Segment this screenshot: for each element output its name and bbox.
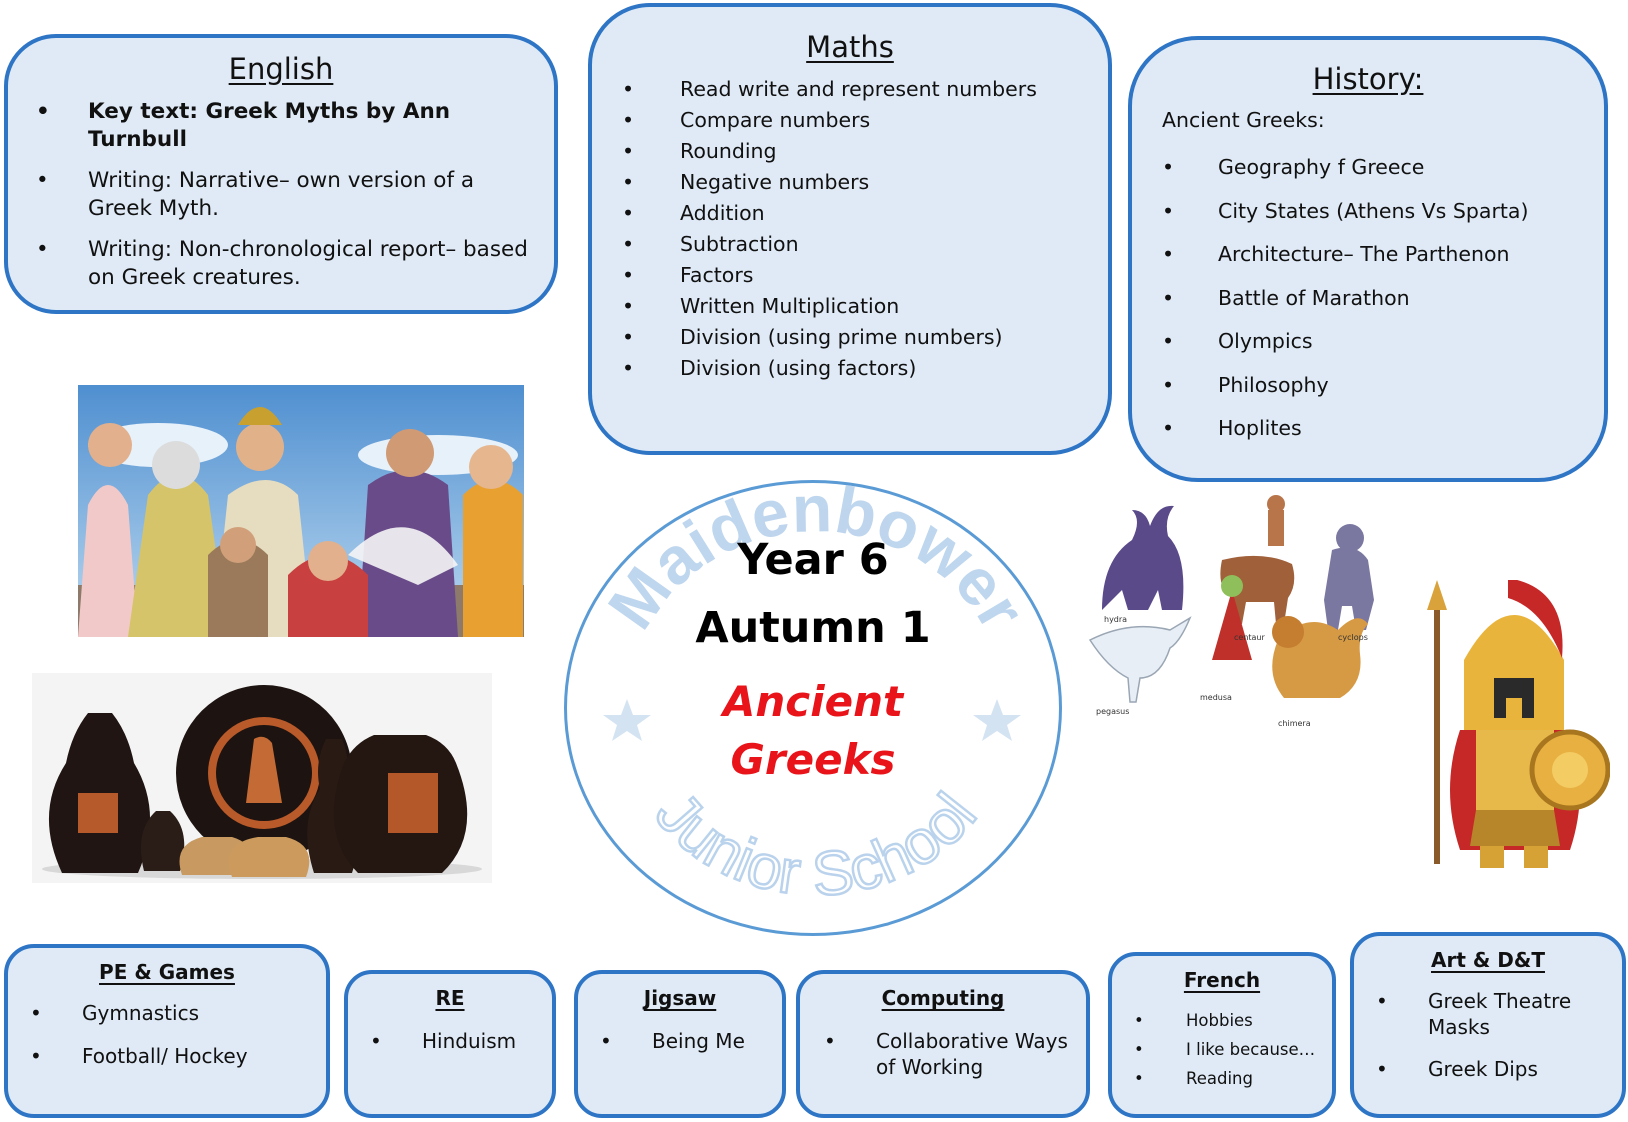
watermark-top-text: Maidenbower xyxy=(593,483,1040,642)
term-title: Autumn 1 xyxy=(695,603,931,653)
topic-title-line2: Greeks xyxy=(730,735,896,784)
history-list xyxy=(1218,146,1604,451)
centre-title-circle xyxy=(564,480,1062,936)
list-item: • Division (using prime numbers) xyxy=(680,322,1108,353)
french-panel xyxy=(1108,952,1336,1118)
list-item: • Writing: Narrative– own version of a Greek Myth. xyxy=(88,167,554,223)
list-item: • Rounding xyxy=(680,136,1108,167)
art-dt-heading: Art & D&T xyxy=(1431,948,1545,972)
maths-heading: Maths xyxy=(806,30,894,64)
computing-list xyxy=(876,1028,1086,1080)
pe-heading: PE & Games xyxy=(99,960,235,984)
list-item: • Written Multiplication xyxy=(680,291,1108,322)
art-dt-panel xyxy=(1350,932,1626,1118)
list-item: • Addition xyxy=(680,198,1108,229)
history-subheading: Ancient Greeks: xyxy=(1162,108,1325,132)
list-item: • Negative numbers xyxy=(680,167,1108,198)
jigsaw-heading: Jigsaw xyxy=(643,986,717,1010)
greek-pottery-photo xyxy=(32,673,492,883)
list-item: • Key text: Greek Myths by Ann Turnbull xyxy=(88,98,554,154)
list-item: • Being Me xyxy=(652,1028,782,1054)
list-item: • Collaborative Ways of Working xyxy=(876,1028,1086,1080)
svg-text:Junior School xyxy=(642,779,990,909)
french-list xyxy=(1186,1006,1332,1093)
computing-panel xyxy=(796,970,1090,1118)
cyclops-label: cyclops xyxy=(1338,633,1368,642)
list-item: • Gymnastics xyxy=(82,1000,326,1026)
centaur-label: centaur xyxy=(1234,633,1265,642)
list-item: • Geography f Greece xyxy=(1218,146,1604,190)
pegasus-label: pegasus xyxy=(1096,707,1130,716)
list-item: • Reading xyxy=(1186,1064,1332,1093)
maths-panel xyxy=(588,3,1112,455)
jigsaw-panel xyxy=(574,970,786,1118)
list-item: • Hinduism xyxy=(422,1028,552,1054)
english-panel xyxy=(4,34,558,314)
list-item: • Compare numbers xyxy=(680,105,1108,136)
french-heading: French xyxy=(1183,968,1261,992)
list-item: • Factors xyxy=(680,260,1108,291)
list-item: • Battle of Marathon xyxy=(1218,277,1604,321)
re-panel xyxy=(344,970,556,1118)
list-item: • City States (Athens Vs Sparta) xyxy=(1218,190,1604,234)
pe-panel xyxy=(4,944,330,1118)
computing-heading: Computing xyxy=(881,986,1005,1010)
watermark-bottom-text: Junior School xyxy=(642,779,990,910)
maths-list xyxy=(680,74,1108,384)
english-heading: English xyxy=(228,52,334,86)
year-title: Year 6 xyxy=(737,535,889,585)
list-item: • Greek Theatre Masks xyxy=(1428,988,1622,1040)
medusa-label: medusa xyxy=(1200,693,1232,702)
greek-creatures-illustration xyxy=(1082,490,1392,740)
list-item: • Read write and represent numbers xyxy=(680,74,1108,105)
list-item: • Philosophy xyxy=(1218,364,1604,408)
list-item: • I like because… xyxy=(1186,1035,1332,1064)
re-heading: RE xyxy=(435,986,465,1010)
hydra-label: hydra xyxy=(1104,615,1128,624)
list-item: • Hoplites xyxy=(1218,407,1604,451)
list-item: • Subtraction xyxy=(680,229,1108,260)
chimera-label: chimera xyxy=(1278,719,1311,728)
list-item: • Division (using factors) xyxy=(680,353,1108,384)
art-dt-list xyxy=(1428,988,1622,1082)
list-item: • Architecture– The Parthenon xyxy=(1218,233,1604,277)
jigsaw-list xyxy=(652,1028,782,1054)
pe-list xyxy=(82,1000,326,1069)
list-item: • Hobbies xyxy=(1186,1006,1332,1035)
re-list xyxy=(422,1028,552,1054)
history-heading: History: xyxy=(1312,62,1424,96)
list-item: • Greek Dips xyxy=(1428,1056,1622,1082)
english-list xyxy=(88,98,554,292)
topic-title-line1: Ancient xyxy=(722,677,904,726)
list-item: • Football/ Hockey xyxy=(82,1043,326,1069)
history-panel xyxy=(1128,36,1608,482)
spartan-warrior-illustration xyxy=(1420,580,1610,876)
list-item: • Writing: Non-chronological report– based on Greek creatures. xyxy=(88,236,554,292)
list-item: • Olympics xyxy=(1218,320,1604,364)
greek-gods-illustration xyxy=(78,385,524,637)
